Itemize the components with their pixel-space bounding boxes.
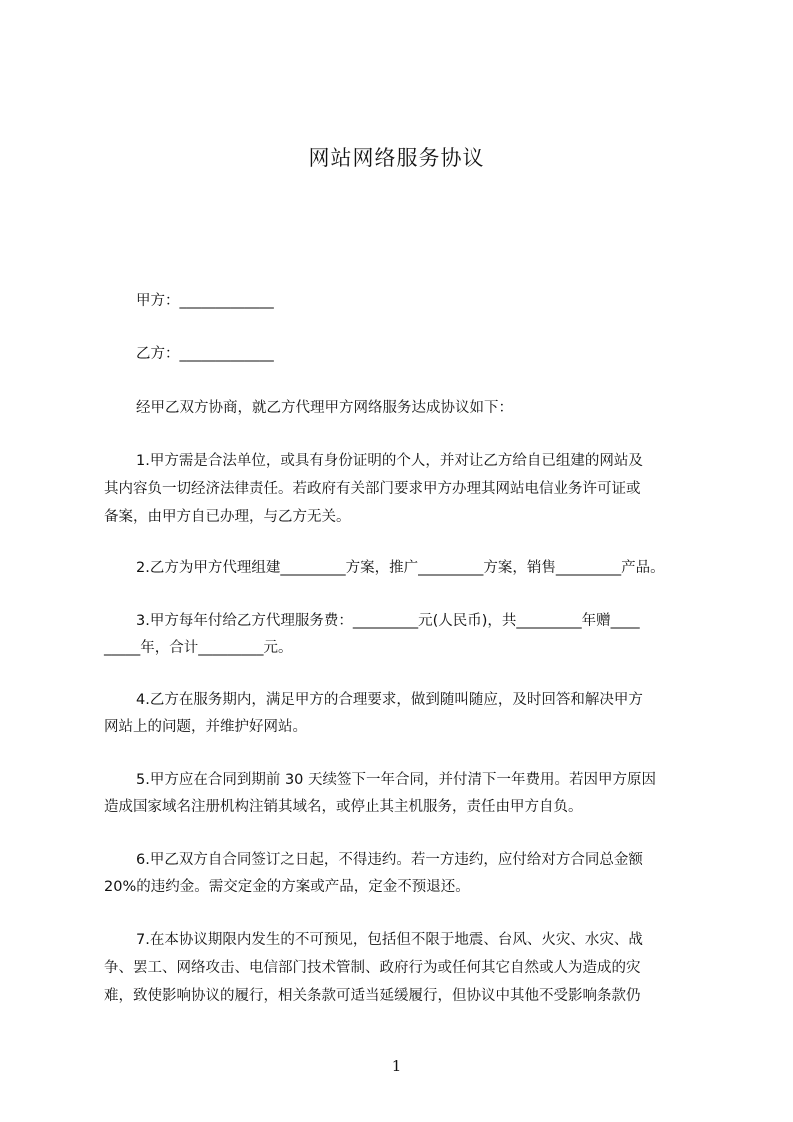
clause-7-line-3: 难，致使影响协议的履行，相关条款可适当延缓履行，但协议中其他不受影响条款仍 xyxy=(104,988,641,1004)
clause-7-line-2: 争、罢工、网络攻击、电信部门技术管制、政府行为或任何其它自然或人为造成的灾 xyxy=(104,960,641,976)
clause-3-line-1: 3.甲方每年付给乙方代理服务费：_________元(人民币)，共_________年赠____ xyxy=(136,613,640,629)
clause-7-line-1: 7.在本协议期限内发生的不可预见，包括但不限于地震、台风、火灾、水灾、战 xyxy=(136,932,643,948)
clause-5-line-2: 造成国家域名注册机构注销其域名，或停止其主机服务，责任由甲方自负。 xyxy=(104,799,583,815)
clause-3-line-2: _____年，合计_________元。 xyxy=(104,640,293,656)
document-title: 网站网络服务协议 xyxy=(308,146,485,170)
intro-text: 经甲乙双方协商，就乙方代理甲方网络服务达成协议如下： xyxy=(136,400,513,416)
clause-1-line-2: 其内容负一切经济法律责任。若政府有关部门要求甲方办理其网站电信业务许可证或 xyxy=(104,481,641,497)
clause-6-line-2: 20%的违约金。需交定金的方案或产品，定金不预退还。 xyxy=(104,879,470,895)
clause-4-line-2: 网站上的问题，并维护好网站。 xyxy=(104,719,307,735)
page-number: 1 xyxy=(391,1057,402,1075)
clause-1-line-1: 1.甲方需是合法单位，或具有身份证明的个人，并对让乙方给自已组建的网站及 xyxy=(136,453,643,469)
clause-4-line-1: 4.乙方在服务期内，满足甲方的合理要求，做到随叫随应，及时回答和解决甲方 xyxy=(136,692,643,708)
clause-1-line-3: 备案，由甲方自已办理，与乙方无关。 xyxy=(104,509,351,525)
party-a-line: 甲方：_____________ xyxy=(136,293,274,309)
party-b-line: 乙方：_____________ xyxy=(136,346,274,362)
clause-5-line-1: 5.甲方应在合同到期前 30 天续签下一年合同，并付清下一年费用。若因甲方原因 xyxy=(136,772,657,788)
clause-6-line-1: 6.甲乙双方自合同签订之日起，不得违约。若一方违约，应付给对方合同总金额 xyxy=(136,852,643,868)
clause-2-line-1: 2.乙方为甲方代理组建_________方案，推广_________方案，销售_________产品。 xyxy=(136,560,665,576)
